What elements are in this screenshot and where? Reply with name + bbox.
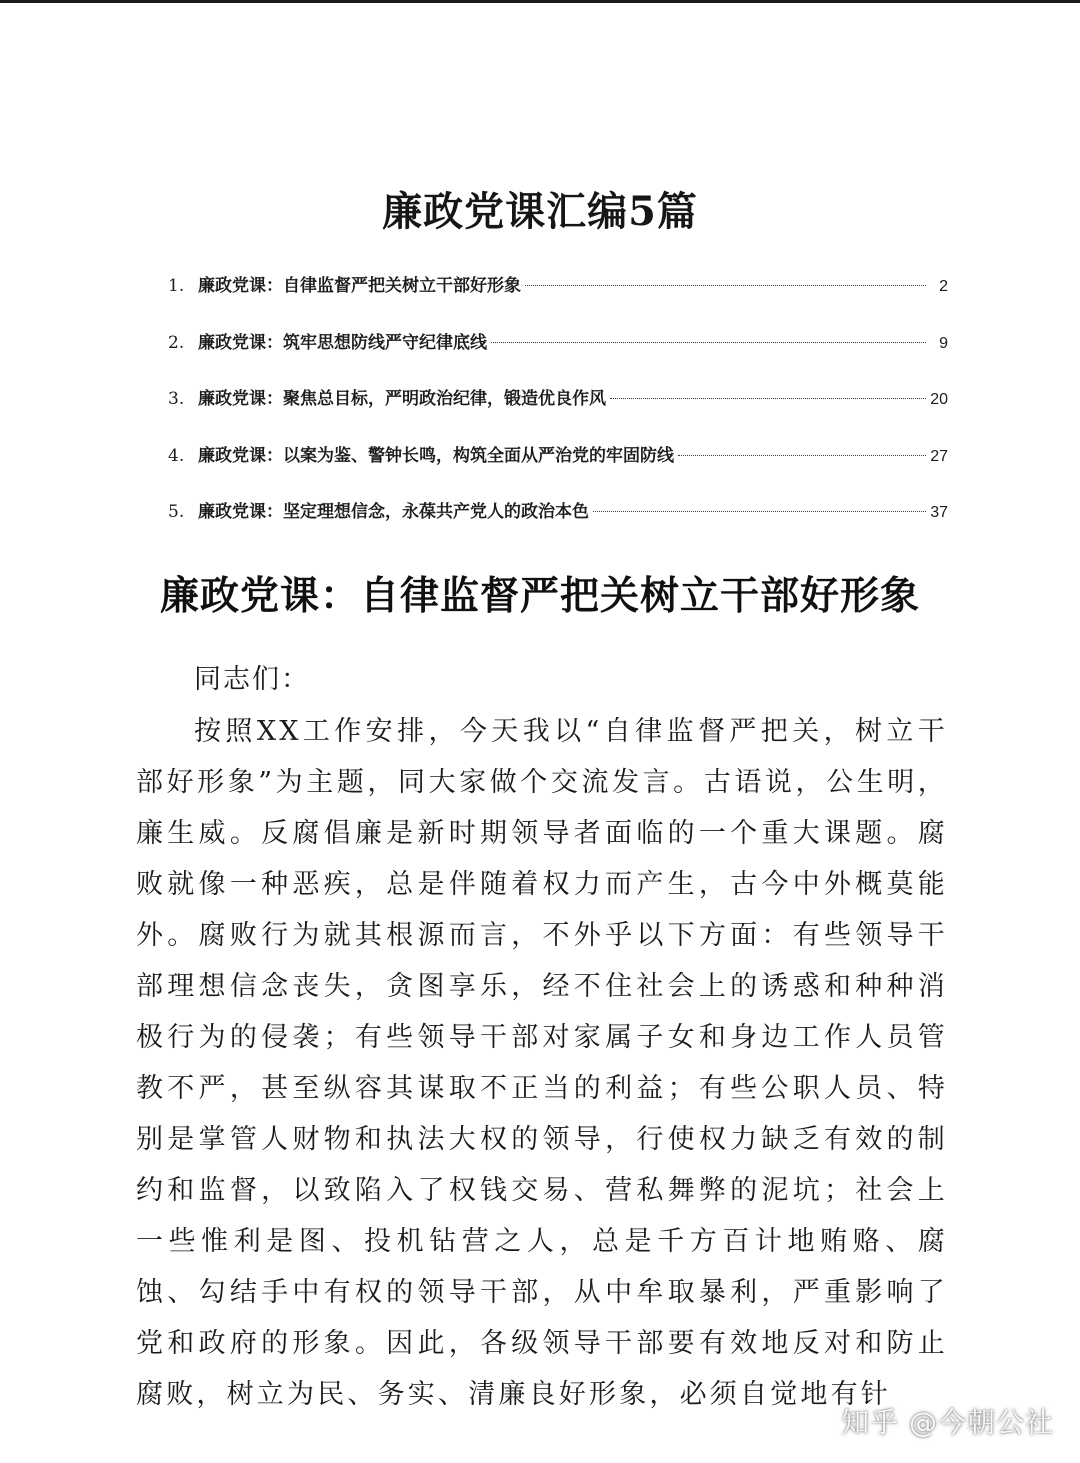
- body-paragraph: 按照XX工作安排，今天我以“自律监督严把关，树立干部好形象”为主题，同大家做个交流发言。古语说，公生明，廉生威。反腐倡廉是新时期领导者面临的一个重大课题。腐败就像一种恶疾，总是伴随着权力而产生，古今中外概莫能外。腐败行为就其根源而言，不外乎以下方面：有些领导干部理想信念丧失，贪图享乐，经不住社会上的诱惑和种种消极行为的侵袭；有些领导干部对家属子女和身边工作人员管教不严，甚至纵容其谋取不正当的利益；有些公职人员、特别是掌管人财物和执法大权的领导，行使权力缺乏有效的制约和监督，以致陷入了权钱交易、营私舞弊的泥坑；社会上一些惟利是图、投机钻营之人，总是千方百计地贿赂、腐蚀、勾结手中有权的领导干部，从中牟取暴利，严重影响了党和政府的形象。因此，各级领导干部要有效地反对和防止腐败，树立为民、务实、清廉良好形象，必须自觉地有针: [136, 716, 948, 1410]
- toc-entry-number: 3.: [168, 389, 185, 409]
- toc-entry[interactable]: [168, 325, 948, 382]
- toc-entry[interactable]: [168, 494, 948, 551]
- toc-entry-title: 廉政党课：以案为鉴、警钟长鸣，构筑全面从严治党的牢固防线: [198, 445, 674, 466]
- toc-entry[interactable]: [168, 438, 948, 495]
- salutation: 同志们：: [194, 664, 310, 695]
- toc-entry-page: 37: [930, 504, 948, 521]
- toc-entry-page: 20: [930, 391, 948, 408]
- toc-entry-page: 27: [930, 447, 948, 465]
- toc-entry-page: 9: [939, 334, 948, 352]
- toc-dot-leader: [678, 455, 926, 456]
- toc-entry-title: 廉政党课：自律监督严把关树立干部好形象: [198, 276, 521, 296]
- toc-dot-leader: [525, 285, 926, 286]
- section-title: 廉政党课：自律监督严把关树立干部好形象: [159, 573, 920, 619]
- document-title: 廉政党课汇编5篇: [382, 188, 698, 235]
- toc-entry-number: 4.: [168, 445, 185, 466]
- toc-dot-leader: [491, 342, 926, 343]
- toc-entry-number: 2.: [168, 332, 185, 353]
- toc-entry[interactable]: [168, 268, 948, 325]
- table-of-contents: [168, 268, 948, 551]
- toc-dot-leader: [610, 398, 926, 399]
- toc-entry-title: 廉政党课：筑牢思想防线严守纪律底线: [198, 332, 487, 353]
- zhihu-watermark: 知乎 @今朝公社: [841, 1406, 1054, 1439]
- toc-entry-title: 廉政党课：聚焦总目标，严明政治纪律，锻造优良作风: [198, 389, 606, 409]
- toc-entry-title: 廉政党课：坚定理想信念，永葆共产党人的政治本色: [198, 502, 589, 522]
- toc-dot-leader: [593, 511, 926, 512]
- toc-entry-number: 1.: [168, 276, 185, 296]
- toc-entry[interactable]: [168, 381, 948, 438]
- toc-entry-number: 5.: [168, 502, 185, 522]
- toc-entry-page: 2: [939, 278, 948, 295]
